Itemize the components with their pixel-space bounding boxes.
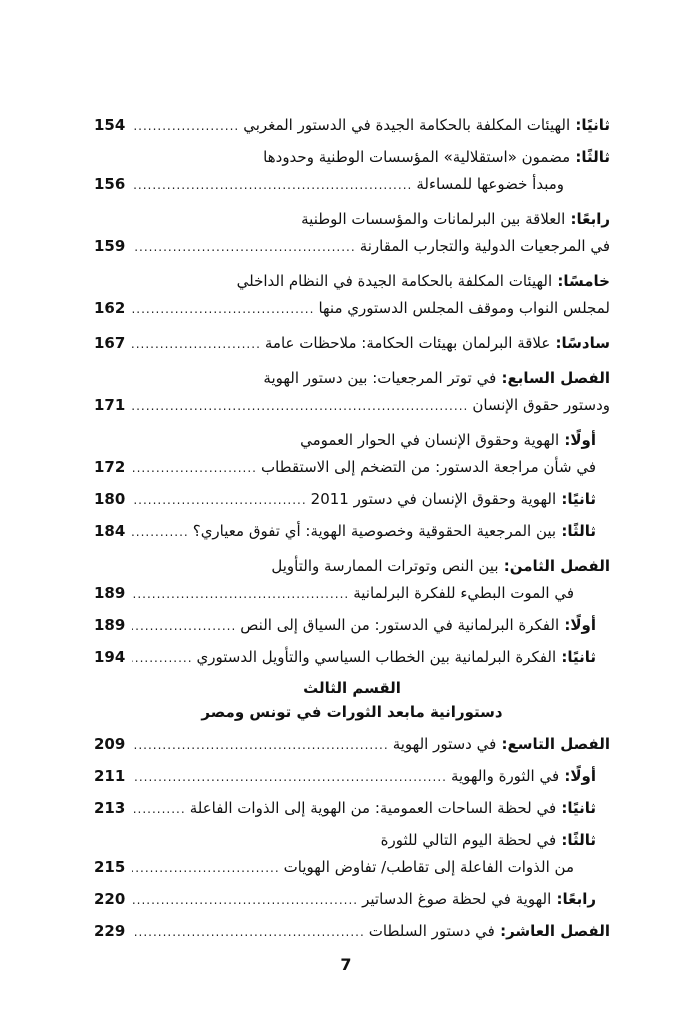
entry-title-continued: في شأن مراجعة الدستور: من التضخم إلى الاستقطاب bbox=[260, 458, 596, 476]
entry-label: ثالثًا: bbox=[570, 148, 610, 166]
entry-label: رابعًا: bbox=[565, 210, 610, 228]
entry-title: في توتر المرجعيات: بين دستور الهوية bbox=[263, 369, 497, 387]
entry-label: رابعًا: bbox=[551, 890, 596, 908]
entry-page-number: 211 bbox=[94, 767, 126, 785]
toc-entry bbox=[94, 886, 610, 914]
entry-title: الفكرة البرلمانية في الدستور: من السياق إلى النص bbox=[240, 616, 560, 634]
entry-page-number: 229 bbox=[94, 922, 126, 940]
entry-page-number: 180 bbox=[94, 490, 126, 508]
toc-entry bbox=[94, 518, 610, 546]
toc-chapter-entry bbox=[94, 731, 610, 759]
entry-page-number: 220 bbox=[94, 890, 126, 908]
dot-leader bbox=[132, 296, 314, 323]
chapter-label: الفصل الثامن: bbox=[498, 557, 610, 575]
entry-page-number: 159 bbox=[94, 237, 126, 255]
toc-entry bbox=[94, 206, 610, 261]
entry-label: ثانيًا: bbox=[556, 648, 596, 666]
entry-label: أولًا: bbox=[559, 767, 596, 785]
chapter-label: الفصل السابع: bbox=[496, 369, 610, 387]
dot-leader bbox=[132, 331, 261, 358]
entry-label: أولًا: bbox=[559, 616, 596, 634]
entry-title-continued: ودستور حقوق الإنسان bbox=[472, 396, 610, 414]
entry-title: في دستور الهوية bbox=[392, 735, 497, 753]
entry-label: ثانيًا: bbox=[556, 799, 596, 817]
dot-leader bbox=[132, 234, 356, 261]
part-title: القسم الثالث bbox=[303, 679, 401, 697]
entry-page-number: 156 bbox=[94, 175, 126, 193]
entry-title: الهيئات المكلفة بالحكامة الجيدة في الدستور المغربي bbox=[243, 116, 571, 134]
toc-entry bbox=[94, 112, 610, 140]
entry-page-number: 154 bbox=[94, 116, 126, 134]
entry-page-number: 213 bbox=[94, 799, 126, 817]
dot-leader bbox=[132, 393, 468, 420]
entry-title: الهوية في لحظة صوغ الدساتير bbox=[362, 890, 552, 908]
toc-entry bbox=[94, 827, 610, 882]
dot-leader bbox=[132, 887, 358, 914]
dot-leader bbox=[132, 519, 189, 546]
entry-title: علاقة البرلمان بهيئات الحكامة: ملاحظات عامة bbox=[264, 334, 551, 352]
entry-title: في لحظة الساحات العمومية: من الهوية إلى الذوات الفاعلة bbox=[189, 799, 557, 817]
dot-leader bbox=[132, 645, 193, 672]
toc-entry bbox=[94, 795, 610, 823]
dot-leader bbox=[132, 796, 186, 823]
entry-page-number: 189 bbox=[94, 584, 126, 602]
toc-entry bbox=[94, 612, 610, 640]
entry-label: ثالثًا: bbox=[556, 522, 596, 540]
dot-leader bbox=[132, 581, 349, 608]
entry-label: أولًا: bbox=[559, 431, 596, 449]
entry-title-continued: في المرجعيات الدولية والتجارب المقارنة bbox=[359, 237, 610, 255]
dot-leader bbox=[132, 919, 365, 946]
entry-label: سادسًا: bbox=[550, 334, 610, 352]
toc-chapter-entry bbox=[94, 918, 610, 946]
entry-page-number: 167 bbox=[94, 334, 126, 352]
dot-leader bbox=[132, 613, 236, 640]
entry-title: في دستور السلطات bbox=[368, 922, 495, 940]
entry-title-continued: لمجلس النواب وموقف المجلس الدستوري منها bbox=[318, 299, 610, 317]
entry-page-number: 184 bbox=[94, 522, 126, 540]
toc-entry bbox=[94, 268, 610, 323]
entry-label: ثانيًا: bbox=[570, 116, 610, 134]
dot-leader bbox=[132, 732, 389, 759]
toc-entry bbox=[94, 144, 610, 199]
entry-page-number: 194 bbox=[94, 648, 126, 666]
dot-leader bbox=[132, 764, 447, 791]
entry-page-number: 172 bbox=[94, 458, 126, 476]
entry-title: الهوية وحقوق الإنسان في الحوار العمومي bbox=[300, 431, 560, 449]
toc-entry bbox=[94, 427, 610, 482]
entry-title: في لحظة اليوم التالي للثورة bbox=[380, 831, 557, 849]
entry-title-continued: ومبدأ خضوعها للمساءلة bbox=[416, 175, 564, 193]
entry-page-number: 209 bbox=[94, 735, 126, 753]
dot-leader bbox=[132, 113, 239, 140]
entry-title: العلاقة بين البرلمانات والمؤسسات الوطنية bbox=[301, 210, 566, 228]
entry-page-number: 215 bbox=[94, 858, 126, 876]
entry-page-number: 171 bbox=[94, 396, 126, 414]
toc-chapter-entry bbox=[94, 553, 610, 608]
toc-chapter-entry bbox=[94, 365, 610, 420]
entry-page-number: 189 bbox=[94, 616, 126, 634]
part-subtitle: دستورانية مابعد الثورات في تونس ومصر bbox=[201, 703, 503, 721]
entry-title: بين المرجعية الحقوقية وخصوصية الهوية: أي تفوق معياري؟ bbox=[192, 522, 557, 540]
entry-title: الفكرة البرلمانية بين الخطاب السياسي والتأويل الدستوري bbox=[196, 648, 557, 666]
table-of-contents bbox=[94, 112, 610, 946]
page-number: 7 bbox=[340, 955, 352, 974]
toc-entry bbox=[94, 644, 610, 672]
chapter-label: الفصل التاسع: bbox=[496, 735, 610, 753]
entry-label: ثالثًا: bbox=[556, 831, 596, 849]
toc-entry bbox=[94, 763, 610, 791]
entry-title: الهوية وحقوق الإنسان في دستور 2011 bbox=[310, 490, 557, 508]
entry-page-number: 162 bbox=[94, 299, 126, 317]
entry-label: ثانيًا: bbox=[556, 490, 596, 508]
dot-leader bbox=[132, 172, 412, 199]
entry-title: في الثورة والهوية bbox=[450, 767, 560, 785]
dot-leader bbox=[132, 487, 307, 514]
dot-leader bbox=[132, 455, 257, 482]
toc-entry bbox=[94, 486, 610, 514]
dot-leader bbox=[132, 855, 280, 882]
toc-entry bbox=[94, 330, 610, 358]
entry-label: خامسًا: bbox=[552, 272, 610, 290]
chapter-label: الفصل العاشر: bbox=[494, 922, 610, 940]
entry-title: الهيئات المكلفة بالحكامة الجيدة في النظام الداخلي bbox=[236, 272, 553, 290]
entry-title-continued: في الموت البطيء للفكرة البرلمانية bbox=[353, 584, 574, 602]
entry-title: بين النص وتوترات الممارسة والتأويل bbox=[271, 557, 499, 575]
entry-title-continued: من الذوات الفاعلة إلى تقاطب/ تفاوض الهويات bbox=[283, 858, 574, 876]
entry-title: مضمون «استقلالية» المؤسسات الوطنية وحدودها bbox=[263, 148, 571, 166]
